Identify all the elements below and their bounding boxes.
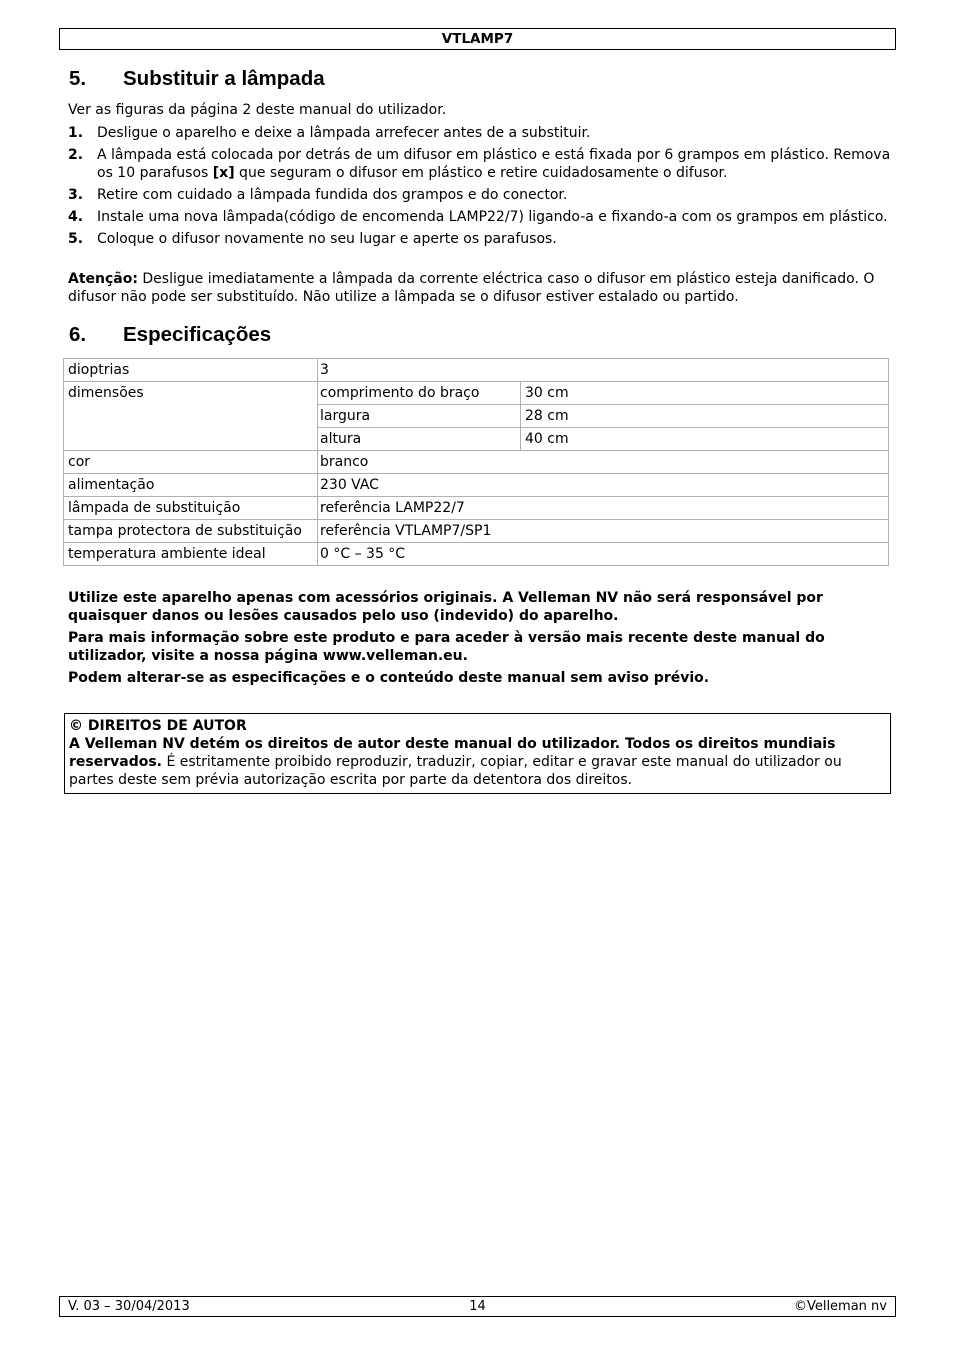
- spec-label: alimentação: [64, 474, 318, 497]
- changes-notice: Podem alterar-se as especificações e o conteúdo deste manual sem aviso prévio.: [68, 670, 710, 686]
- step-text-part: A lâmpada está colocada por detrás de um difusor em plástico e está fixada por 6 grampos em plástico. Remova os 10 parafusos: [97, 147, 891, 181]
- copyright-title: © DIREITOS DE AUTOR: [69, 718, 247, 734]
- spec-label: dioptrias: [64, 359, 318, 382]
- spec-value: 0 °C – 35 °C: [318, 543, 889, 566]
- figure-reference: [x]: [212, 165, 235, 181]
- spec-value: 230 VAC: [318, 474, 889, 497]
- step-text: Desligue o aparelho e deixe a lâmpada arrefecer antes de a substituir.: [97, 125, 591, 141]
- step-number: 2.: [68, 147, 84, 163]
- warning-note: [68, 270, 898, 306]
- spec-label: cor: [64, 451, 318, 474]
- copyright-text: É estritamente proibido reproduzir, traduzir, copiar, editar e gravar este manual do utilizador ou partes deste sem prévia autorização escrita por parte da detentora dos direitos.: [69, 754, 842, 788]
- step-text-part: que seguram o difusor em plástico e retire cuidadosamente o difusor.: [234, 165, 728, 181]
- step-number: 1.: [68, 125, 84, 141]
- spec-value: 3: [318, 359, 889, 382]
- step-text: Retire com cuidado a lâmpada fundida dos grampos e do conector.: [97, 187, 568, 203]
- spec-value: 30 cm: [521, 382, 889, 405]
- spec-value: branco: [318, 451, 889, 474]
- warning-text: Desligue imediatamente a lâmpada da corrente eléctrica caso o difusor em plástico esteja danificado. O difusor não pode ser substituído. Não utilize a lâmpada se o difusor estiver estalado ou partido.: [68, 271, 875, 305]
- section-title: Especificações: [123, 323, 272, 346]
- step-5: [68, 230, 898, 248]
- spec-label: temperatura ambiente ideal: [64, 543, 318, 566]
- step-text: Instale uma nova lâmpada(código de encomenda LAMP22/7) ligando-a e fixando-a com os grampos em plástico.: [97, 209, 888, 225]
- step-number: 5.: [68, 231, 84, 247]
- page-number: 14: [469, 1299, 486, 1314]
- spec-label: tampa protectora de substituição: [64, 520, 318, 543]
- section-5-heading: [69, 67, 325, 91]
- section-number: 6.: [69, 323, 87, 346]
- step-number: 3.: [68, 187, 84, 203]
- product-code: VTLAMP7: [441, 31, 514, 47]
- spec-label: dimensões: [64, 382, 318, 451]
- spec-value: 28 cm: [521, 405, 889, 428]
- website-notice: Para mais informação sobre este produto e para aceder à versão mais recente deste manual do utilizador, visite a nossa página www.velleman.eu.: [68, 630, 825, 664]
- section-6-heading: [69, 323, 271, 347]
- spec-value: referência VTLAMP7/SP1: [318, 520, 889, 543]
- accessories-notice: Utilize este aparelho apenas com acessórios originais. A Velleman NV não será responsável por quaisquer danos ou lesões causados pelo uso (indevido) do aparelho.: [68, 590, 823, 624]
- step-2: [68, 146, 898, 182]
- spec-sublabel: altura: [318, 428, 521, 451]
- step-text: [97, 146, 898, 182]
- replacement-steps: [68, 124, 898, 252]
- table-row: [64, 451, 889, 474]
- step-number: 4.: [68, 209, 84, 225]
- page-header: [59, 28, 896, 50]
- version-date: V. 03 – 30/04/2013: [68, 1299, 190, 1314]
- step-1: [68, 124, 898, 142]
- brand-copyright: ©Velleman nv: [793, 1299, 887, 1314]
- copyright-body: [69, 735, 886, 789]
- warning-label: Atenção:: [68, 271, 138, 287]
- table-row: [64, 359, 889, 382]
- step-text: Coloque o difusor novamente no seu lugar e aperte os parafusos.: [97, 231, 557, 247]
- page-footer: [59, 1296, 896, 1317]
- table-row: [64, 543, 889, 566]
- specifications-table: [63, 358, 889, 566]
- section-number: 5.: [69, 67, 87, 90]
- step-4: [68, 208, 898, 226]
- step-3: [68, 186, 898, 204]
- copyright-box: [64, 713, 891, 794]
- table-row: [64, 520, 889, 543]
- table-row: [64, 497, 889, 520]
- table-row: [64, 474, 889, 497]
- copyright-bold-text: A Velleman NV detém os direitos de autor deste manual do utilizador. Todos os direitos mundiais reservados.: [69, 736, 836, 770]
- section-5-intro: Ver as figuras da página 2 deste manual do utilizador.: [68, 102, 447, 118]
- spec-value: 40 cm: [521, 428, 889, 451]
- spec-label: lâmpada de substituição: [64, 497, 318, 520]
- table-row: [64, 382, 889, 405]
- spec-sublabel: largura: [318, 405, 521, 428]
- section-title: Substituir a lâmpada: [123, 67, 325, 90]
- spec-value: referência LAMP22/7: [318, 497, 889, 520]
- spec-sublabel: comprimento do braço: [318, 382, 521, 405]
